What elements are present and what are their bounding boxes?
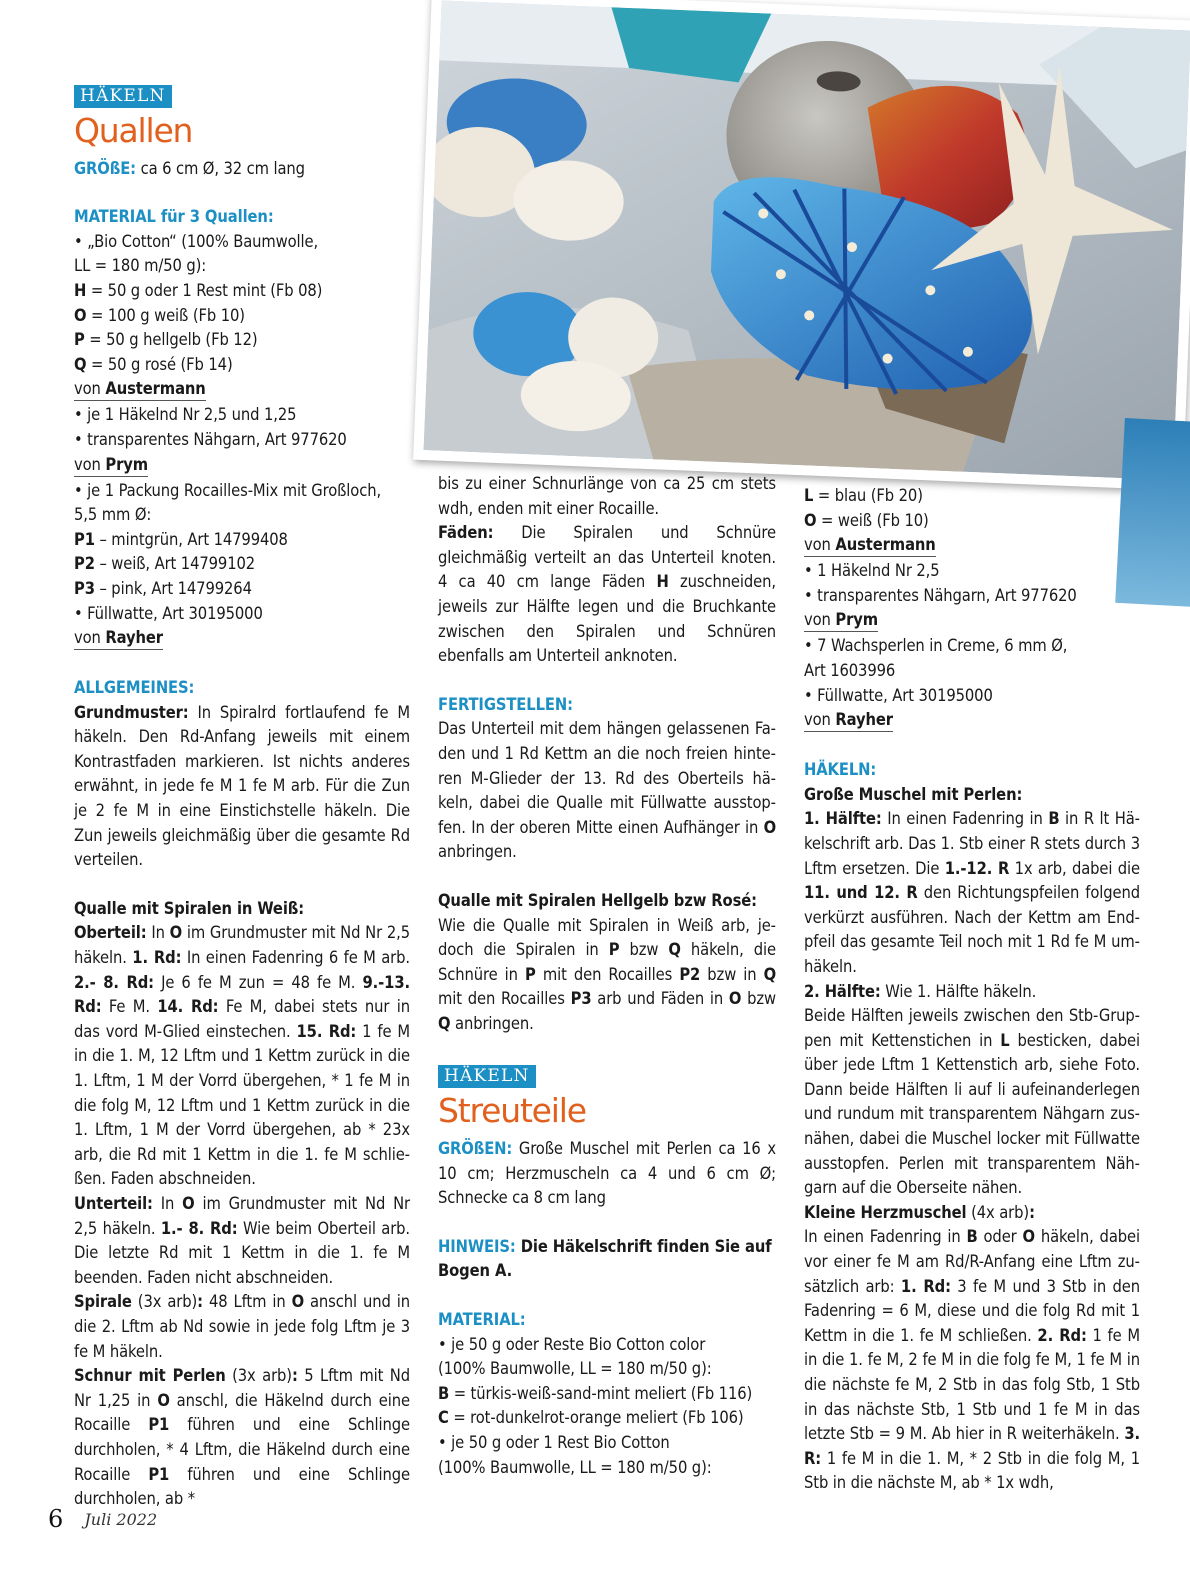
bold-text: Fäden: <box>438 523 494 543</box>
text-run: mit den Rocailles <box>438 989 571 1009</box>
bold-text: 3. R: <box>804 1424 1140 1468</box>
paragraph <box>438 1456 776 1481</box>
text-run: bzw <box>741 989 776 1009</box>
text-run: • 7 Wachsperlen in Creme, 6 mm Ø, <box>804 636 1068 656</box>
text-run: 5 Lftm mit Nd Nr 1,25 in <box>74 1366 410 1410</box>
text-run: – weiß, Art 14799102 <box>94 554 256 574</box>
column-left <box>74 84 410 1512</box>
text-run: In einen Fadenring 6 fe M arb. <box>181 948 410 968</box>
shells-photo-icon <box>424 0 1190 480</box>
bold-text: 1. Rd: <box>900 1276 951 1296</box>
bold-text: H <box>74 280 87 300</box>
bold-text: 2.- 8. Rd: <box>74 972 154 992</box>
text-run: In einen Fadenring in <box>881 809 1049 829</box>
text-run: Beide Hälften jeweils zwischen den Stb-Gruppen mit Kettenstichen in <box>804 1006 1140 1050</box>
paragraph <box>74 921 410 1192</box>
spacer <box>438 1036 776 1064</box>
supplier-row <box>804 533 1140 559</box>
text-run: – pink, Art 14799264 <box>94 578 252 598</box>
paragraph <box>74 304 410 329</box>
text-run: bzw <box>619 940 669 960</box>
text-run: ca 6 cm Ø, 32 cm lang <box>135 158 305 178</box>
text-run: = blau (Fb 20) <box>813 486 923 505</box>
text-run: anschl und in die 2. Lftm ab Nd sowie in jede folg Lftm je 3 fe M häkeln. <box>74 1292 410 1361</box>
text-run: Fe M, dabei stets nur in das vord M-Glied einstechen. <box>74 997 410 1041</box>
text-run: • Füllwatte, Art 30195000 <box>74 603 263 623</box>
bold-text: Rayher <box>105 628 163 648</box>
section-tag: HÄKELN <box>74 85 172 108</box>
text-run: (4x arb) <box>966 1202 1030 1222</box>
bold-text: 2. Rd: <box>1037 1325 1087 1345</box>
bold-text: : <box>197 1292 203 1312</box>
bold-text: Austermann <box>835 535 936 555</box>
paragraph <box>74 479 410 504</box>
paragraph <box>438 693 776 718</box>
paragraph <box>804 1004 1140 1201</box>
text-run: • transparentes Nähgarn, Art 977620 <box>74 429 347 449</box>
paragraph <box>74 602 410 627</box>
text-run: im Grundmuster mit Nd Nr 2,5 häkeln. <box>74 1193 410 1238</box>
text-run: von <box>804 610 836 630</box>
supplier-row <box>74 626 410 652</box>
text-run: Wie beim Oberteil arb. Die letzte Rd mit 1 Kettm in die 1. fe M beenden. Faden nicht abschneiden. <box>74 1218 410 1287</box>
text-run: Je 6 fe M zun = 48 fe M. <box>153 972 363 992</box>
bold-text: Q <box>668 940 681 960</box>
paragraph <box>74 1364 410 1512</box>
text-run: Art 1603996 <box>804 660 896 680</box>
bold-text: O <box>182 1193 195 1213</box>
supplier-row <box>804 708 1140 734</box>
spacer <box>804 734 1140 758</box>
paragraph <box>438 914 776 1037</box>
paragraph <box>74 701 410 873</box>
paragraph <box>438 1382 776 1407</box>
text-run: Die Spiralen und Schnüre gleichmäßig verteilt an das Unterteil knoten. 4 ca 40 cm lange Fäden <box>438 523 776 592</box>
paragraph <box>438 1431 776 1456</box>
bold-text: L <box>804 486 814 505</box>
text-run: • je 50 g oder 1 Rest Bio Cotton <box>438 1433 670 1452</box>
text-run: von <box>74 454 106 474</box>
column-right <box>804 484 1140 1496</box>
bold-text: Q <box>438 1013 451 1033</box>
text-run: 1 fe M in die 1. fe M, 2 fe M in die folg fe M, 1 fe M in die nächste fe M, 2 Stb in das folg Stb, 1 Stb in das nächste Stb, 1 Stb und 1 fe M in das letzte Stb = 9 M. Ab hier in R weiterhäkeln. <box>804 1325 1140 1444</box>
bold-text: 1.- 8. Rd: <box>160 1218 238 1238</box>
bold-text: B <box>438 1383 450 1403</box>
text-run: • 1 Häkelnd Nr 2,5 <box>804 561 940 581</box>
bold-text: P <box>525 964 536 984</box>
bold-text: Prym <box>835 610 879 630</box>
heading-label: MATERIAL für 3 Quallen: <box>74 207 274 227</box>
section-tag-row <box>438 1064 776 1089</box>
text-run: • je 1 Häkelnd Nr 2,5 und 1,25 <box>74 405 297 425</box>
text-run: den Richtungspfeilen folgend verkürzt ausführen. Nach der Kettm am Endpfeil das gesamte Teil noch mit 1 Rd fe M umhäkeln. <box>804 883 1141 976</box>
page-number: 6 <box>48 1505 64 1533</box>
bold-text: P1 <box>148 1464 170 1484</box>
bold-text: : <box>291 1366 298 1386</box>
paragraph <box>74 676 410 701</box>
bold-text: H <box>656 572 669 592</box>
text-run: 3 fe M und 3 Stb in den Fadenring = 6 M, diese und die folg Rd mit 1 Kettm in die 1. fe M schließen. <box>804 1276 1140 1345</box>
supplier-row <box>74 453 410 479</box>
text-run: In <box>146 923 170 943</box>
text-run: im Grundmuster mit Nd Nr 2,5 häkeln. <box>74 923 410 968</box>
bold-text: 2. Hälfte: <box>804 981 881 1001</box>
text-run: = 50 g oder 1 Rest mint (Fb 08) <box>86 280 323 300</box>
paragraph <box>804 807 1140 979</box>
text-run: In Spiralrd fortlaufend fe M häkeln. Den Rd-Anfang jeweils mit einem Kontrastfaden markieren. Ist nichts anderes erwähnt, in jede fe M 1 fe M arb. Für die Zun je 2 fe M in eine Einstichstelle häkeln. Die Zun jeweils gleichmäßig über die gesamte Rd verteilen. <box>74 702 410 870</box>
text-run: in R lt Häkelschrift arb. Das 1. Stb einer R stets durch 3 Lftm ersetzen. Die <box>804 809 1140 878</box>
bold-text: O <box>291 1292 304 1312</box>
text-run: häkeln, die Schnüre in <box>438 940 777 984</box>
paragraph <box>438 472 776 521</box>
bold-text: P2 <box>679 964 701 984</box>
paragraph <box>804 559 1140 584</box>
supplier-line <box>804 609 878 632</box>
bold-text: L <box>1000 1030 1010 1050</box>
section-title: Quallen <box>74 110 193 150</box>
bold-text: P <box>74 330 85 350</box>
bold-text: Schnur mit Perlen <box>74 1366 226 1386</box>
paragraph <box>74 577 410 602</box>
spacer <box>438 1211 776 1235</box>
paragraph <box>804 1201 1140 1226</box>
text-run: = rot-dunkelrot-orange meliert (Fb 106) <box>448 1408 744 1428</box>
heading-label: HÄKELN: <box>804 760 877 780</box>
spacer <box>74 652 410 676</box>
paragraph <box>74 279 410 304</box>
text-run: 1 fe M in die 1. M, 12 Lftm und 1 Kettm zurück in die 1. Lftm, 1 M der Vorrd übergehen, * 1 fe M in die folg M, 12 Lftm und 1 Kettm zurück in die 1. Lftm, 1 M der Vorrd übergehen, ab * 23x arb, die Rd mit 1 Kettm in die 1. fe M schließen. Faden abschneiden. <box>74 1021 410 1189</box>
bold-text: O <box>74 305 87 325</box>
spacer <box>438 865 776 889</box>
section-title: Streuteile <box>438 1091 586 1131</box>
bold-text: O <box>804 510 817 530</box>
shells-photo <box>413 0 1190 491</box>
paragraph <box>804 758 1140 783</box>
heading-label: MATERIAL: <box>438 1310 526 1330</box>
text-run: 1 fe M in die 1. M, * 2 Stb in die folg M, 1 Stb in die nächste M, ab * 1x wdh, <box>804 1448 1140 1493</box>
heading-label: GRÖßE: <box>74 158 136 178</box>
text-run: von <box>74 628 106 648</box>
paragraph <box>74 157 410 182</box>
text-run: von <box>74 379 106 399</box>
heading-label: FERTIGSTELLEN: <box>438 694 573 714</box>
spacer <box>438 669 776 693</box>
section-tag: HÄKELN <box>438 1065 536 1088</box>
text-run: LL = 180 m/50 g): <box>74 256 207 276</box>
paragraph <box>804 634 1140 659</box>
issue-date: Juli 2022 <box>84 1509 158 1529</box>
paragraph <box>804 484 1140 509</box>
bold-text: Prym <box>105 454 149 474</box>
text-run: bzw in <box>700 964 764 984</box>
text-run: von <box>804 535 836 555</box>
text-run: häkeln, dabei vor einer fe M am Rd/R-Anfang eine Lftm zusätzlich arb: <box>804 1227 1140 1296</box>
bold-text: Unterteil: <box>74 1193 153 1213</box>
bold-text: 14. Rd: <box>157 997 219 1017</box>
paragraph <box>438 1235 776 1284</box>
bold-text: Austermann <box>105 379 206 399</box>
text-run: Fe M. <box>101 997 158 1017</box>
paragraph <box>438 889 776 914</box>
bold-text: 15. Rd: <box>296 1021 357 1041</box>
paragraph <box>804 584 1140 609</box>
supplier-line <box>74 378 206 401</box>
bold-text: P3 <box>570 989 592 1009</box>
paragraph <box>438 1406 776 1431</box>
paragraph <box>74 503 410 528</box>
bold-text: : <box>1029 1202 1035 1222</box>
bold-text: 1.-12. R <box>944 858 1010 878</box>
supplier-row <box>804 608 1140 634</box>
heading-label: ALLGEMEINES: <box>74 678 195 698</box>
text-run: bis zu einer Schnurlänge von ca 25 cm stets wdh, enden mit einer Rocaille. <box>438 474 776 518</box>
bold-text: O <box>157 1390 170 1410</box>
bold-text: Q <box>763 964 777 984</box>
paragraph <box>804 684 1140 709</box>
text-run: (3x arb) <box>225 1366 292 1386</box>
paragraph <box>74 205 410 230</box>
bold-text: O <box>169 923 183 943</box>
paragraph <box>438 521 776 669</box>
paragraph <box>74 428 410 453</box>
paragraph <box>74 254 410 279</box>
paragraph <box>804 980 1140 1005</box>
bold-text: Kleine Herzmuschel <box>804 1202 967 1222</box>
spacer <box>438 1284 776 1308</box>
paragraph <box>74 230 410 255</box>
heading-label: GRÖßEN: <box>438 1139 513 1159</box>
spacer <box>74 873 410 897</box>
paragraph <box>74 1290 410 1364</box>
text-run: anbringen. <box>450 1013 534 1033</box>
text-run: anschl, die Häkelnd durch eine Rocaille <box>74 1390 410 1435</box>
text-run: • transparentes Nähgarn, Art 977620 <box>804 585 1077 605</box>
paragraph <box>804 783 1140 808</box>
bold-text: Rayher <box>835 710 893 730</box>
text-run: besticken, dabei über jede Lftm 1 Kettenstich arb, siehe Foto. Dann beide Hälften li auf li aufeinanderlegen und rundum mit transparentem Nähgarn zusnähen, dabei die Muschel locker mit Füllwatte ausstopfen. Perlen mit transparentem Nähgarn auf die Oberseite nähen. <box>804 1030 1140 1198</box>
text-run: • je 1 Packung Rocailles-Mix mit Großloch, <box>74 480 382 500</box>
bold-text: P1 <box>74 529 95 549</box>
supplier-row <box>74 377 410 403</box>
bold-text: 9.-13. Rd: <box>74 972 411 1017</box>
paragraph <box>74 403 410 428</box>
text-run: zuschneiden, jeweils zur Hälfte legen und die Bruchkante zwischen den Spiralen und Schnüren ebenfalls am Unterteil anknoten. <box>438 572 776 666</box>
paragraph <box>804 659 1140 684</box>
text-run: • Füllwatte, Art 30195000 <box>804 685 993 705</box>
text-run: • „Bio Cotton“ (100% Baumwolle, <box>74 231 319 251</box>
spacer <box>74 181 410 205</box>
page-footer <box>48 1505 157 1533</box>
bold-text: Qualle mit Spiralen Hellgelb bzw Rosé: <box>438 890 757 910</box>
supplier-line <box>804 709 893 732</box>
text-run: 1x arb, dabei die <box>1009 858 1140 878</box>
paragraph <box>438 1333 776 1358</box>
text-run: In einen Fadenring in <box>804 1227 967 1247</box>
text-run: Große Muschel mit Perlen ca 16 x 10 cm; Herzmuscheln ca 4 und 6 cm Ø; Schnecke ca 8 cm lang <box>438 1139 776 1208</box>
bold-text: P <box>608 940 620 960</box>
bold-text: B <box>1048 809 1060 829</box>
paragraph <box>438 1357 776 1382</box>
bold-text: P1 <box>148 1415 170 1435</box>
heading-label: HINWEIS: <box>438 1236 516 1256</box>
paragraph <box>74 1192 410 1290</box>
bold-text: Die Häkelschrift finden Sie auf Bogen A. <box>438 1236 772 1281</box>
bold-text: Q <box>74 354 87 374</box>
text-run: 5,5 mm Ø: <box>74 505 152 525</box>
text-run: (100% Baumwolle, LL = 180 m/50 g): <box>438 1359 712 1379</box>
paragraph <box>438 1137 776 1211</box>
text-run: = 100 g weiß (Fb 10) <box>86 305 245 325</box>
paragraph <box>438 717 776 865</box>
text-run: (100% Baumwolle, LL = 180 m/50 g): <box>438 1457 712 1477</box>
bold-text: Grundmuster: <box>74 702 189 722</box>
paragraph <box>804 1225 1140 1496</box>
bold-text: P3 <box>74 578 95 598</box>
bold-text: Große Muschel mit Perlen: <box>804 784 1023 804</box>
paragraph <box>74 353 410 378</box>
bold-text: Qualle mit Spiralen in Weiß: <box>74 898 305 918</box>
section-tag-row <box>74 84 410 109</box>
text-run: von <box>804 710 836 730</box>
bold-text: O <box>1022 1227 1035 1247</box>
text-run: = türkis-weiß-sand-mint meliert (Fb 116) <box>449 1383 753 1403</box>
text-run: oder <box>977 1227 1023 1247</box>
paragraph <box>74 552 410 577</box>
paragraph <box>74 528 410 553</box>
text-run: In <box>152 1193 183 1213</box>
text-run: Wie die Qualle mit Spiralen in Weiß arb, jedoch die Spiralen in <box>438 915 776 960</box>
text-run: = 50 g hellgelb (Fb 12) <box>84 330 258 350</box>
text-run: mit den Rocailles <box>535 964 680 984</box>
supplier-line <box>804 534 936 557</box>
bold-text: Spirale <box>74 1292 132 1312</box>
text-run: Wie 1. Hälfte häkeln. <box>880 981 1037 1001</box>
text-run: 48 Lftm in <box>202 1292 292 1312</box>
supplier-line <box>74 454 148 477</box>
text-run: arb und Fäden in <box>591 989 729 1009</box>
bold-text: 1. Hälfte: <box>804 809 882 829</box>
text-run: führen und eine Schlinge durchholen, * 4 Lftm, die Häkelnd durch eine Rocaille <box>74 1415 410 1484</box>
paragraph <box>74 328 410 353</box>
bold-text: O <box>763 817 776 837</box>
supplier-line <box>74 627 163 650</box>
text-run: führen und eine Schlinge durchholen, ab * <box>74 1464 410 1509</box>
paragraph <box>804 509 1140 534</box>
text-run: (3x arb) <box>131 1292 198 1312</box>
text-run: Das Unterteil mit dem hängen gelassenen Faden und 1 Rd Kettm an die noch freien hinteren M-Glieder der 13. Rd des Oberteils häkeln, dabei die Qualle mit Füllwatte ausstopfen. In der oberen Mitte einen Aufhänger in <box>438 719 776 837</box>
bold-text: Oberteil: <box>74 923 147 943</box>
text-run: = 50 g rosé (Fb 14) <box>86 354 233 374</box>
text-run: • je 50 g oder Reste Bio Cotton color <box>438 1334 706 1354</box>
text-run: anbringen. <box>438 842 517 862</box>
bold-text: B <box>966 1227 978 1247</box>
column-middle <box>438 472 776 1480</box>
bold-text: 1. Rd: <box>132 948 182 968</box>
bold-text: 11. und 12. R <box>804 883 918 903</box>
bold-text: P2 <box>74 554 95 574</box>
bold-text: O <box>728 989 742 1009</box>
text-run: = weiß (Fb 10) <box>816 510 929 530</box>
paragraph <box>438 1308 776 1333</box>
paragraph <box>74 897 410 922</box>
bold-text: C <box>438 1408 449 1428</box>
text-run: – mintgrün, Art 14799408 <box>94 529 288 549</box>
